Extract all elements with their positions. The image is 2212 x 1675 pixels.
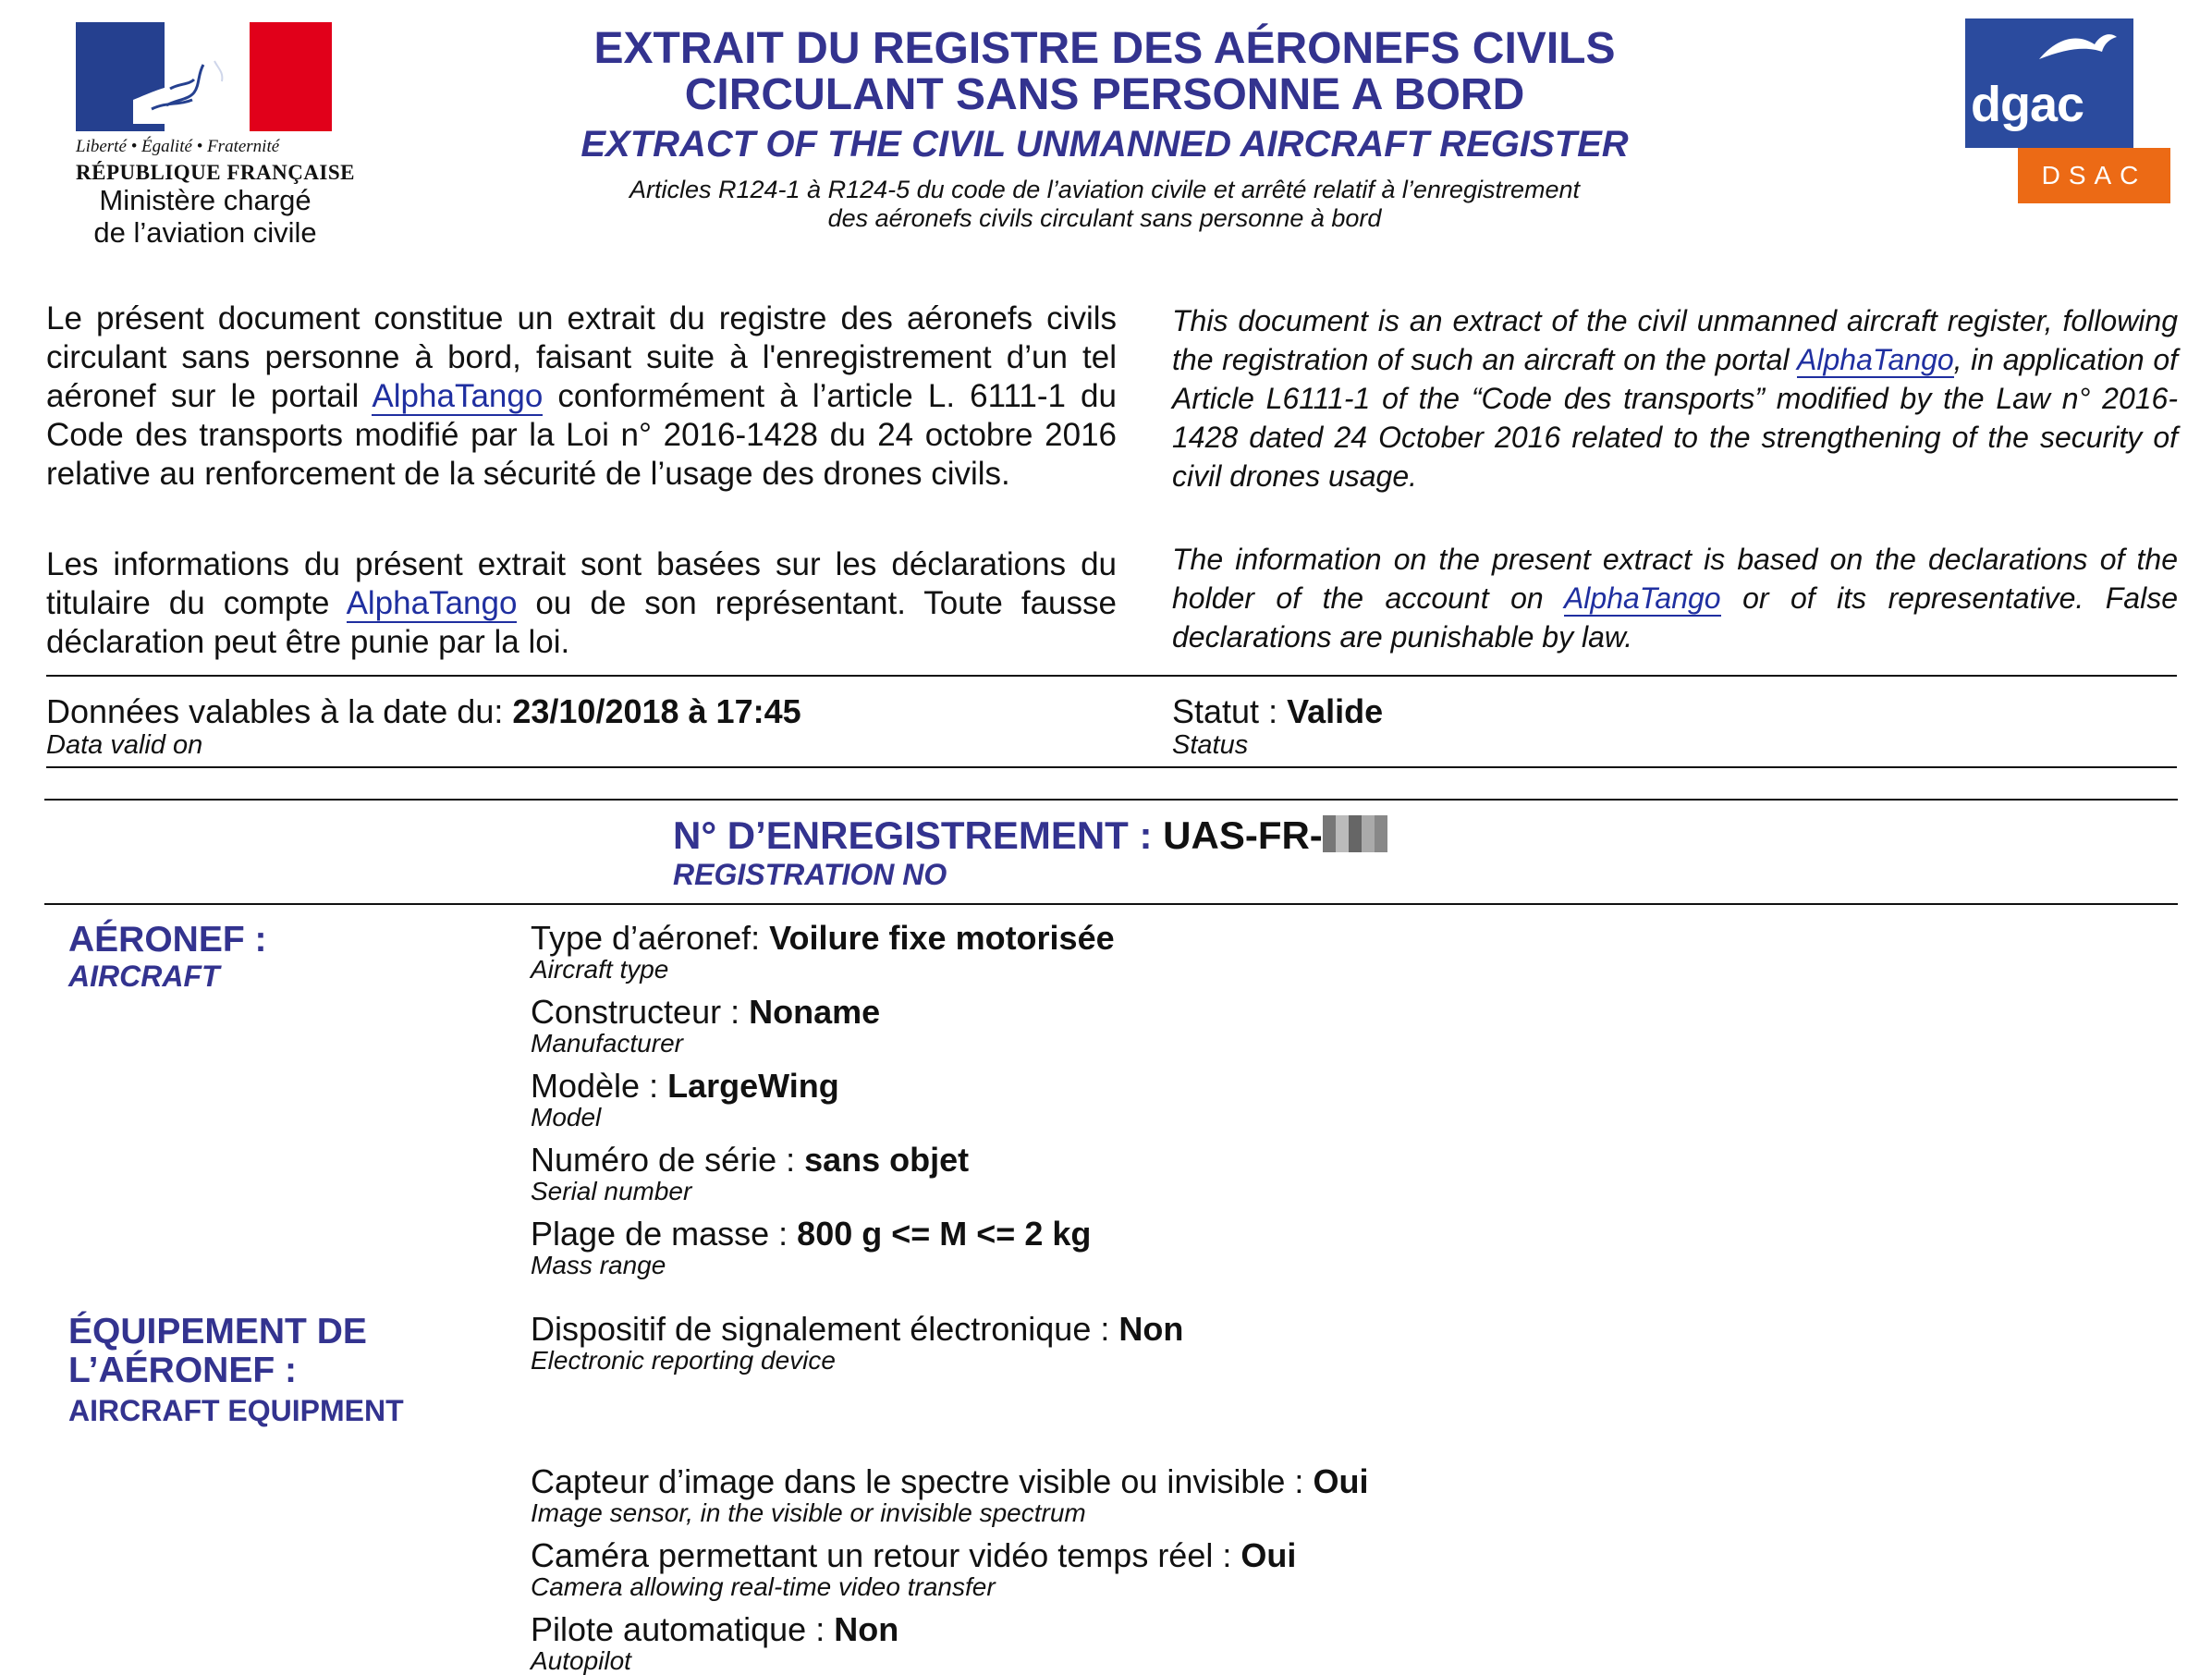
divider: [44, 903, 2178, 905]
redacted-mask: [1323, 815, 1387, 852]
title-fr: EXTRAIT DU REGISTRE DES AÉRONEFS CIVILS CIRCULANT SANS PERSONNE A BORD: [593, 24, 1616, 119]
rf-motto: Liberté • Égalité • Fraternité: [76, 137, 280, 156]
dgac-logo: [1965, 18, 2170, 203]
intro-en-paragraph-1: This document is an extract of the civil unmanned aircraft register, following the registration of such an aircraft on the portal AlphaTango, in application of Article L6111-1 of the “Code des transports” modified by the Law n° 2016-1428 dated 24 October 2016 related to the strengthening of the security of civil drones usage.: [1172, 304, 2179, 493]
french-flag: [76, 22, 332, 131]
alphatango-link[interactable]: AlphaTango: [1563, 581, 1721, 615]
marianne-icon: [115, 28, 299, 129]
divider: [46, 766, 2177, 768]
field-model: Modèle : LargeWing Model: [531, 1067, 839, 1131]
republique-francaise-logo: [76, 22, 356, 185]
field-electronic-reporting-device: Dispositif de signalement électronique : Non Electronic reporting device: [531, 1310, 1184, 1375]
field-autopilot: Pilote automatique : Non Autopilot: [531, 1610, 899, 1675]
status: Statut : Valide Status: [1172, 692, 1384, 760]
bird-icon: [2030, 28, 2122, 74]
intro-en-paragraph-2: The information on the present extract is based on the declarations of the holder of the account on AlphaTango or of its representative. False declarations are punishable by law.: [1172, 543, 2178, 654]
document-title: [518, 26, 1692, 233]
alphatango-link[interactable]: AlphaTango: [372, 378, 544, 414]
intro-fr-paragraph-2: Les informations du présent extrait sont basées sur les déclarations du titulaire du compte AlphaTango ou de son représentant. Toute fausse déclaration peut être punie par la loi.: [46, 546, 1117, 660]
field-serial-number: Numéro de série : sans objet Serial number: [531, 1141, 970, 1205]
dsac-wordmark: DSAC: [2018, 148, 2170, 203]
section-aircraft-equipment: ÉQUIPEMENT DE L’AÉRONEF : AIRCRAFT EQUIPMENT: [68, 1312, 404, 1427]
section-aircraft: AÉRONEF : AIRCRAFT: [68, 920, 267, 993]
title-en: EXTRACT OF THE CIVIL UNMANNED AIRCRAFT REGISTER: [580, 124, 1629, 165]
validity-date: Données valables à la date du: 23/10/2018 à 17:45 Data valid on: [46, 692, 801, 760]
alphatango-link[interactable]: AlphaTango: [1797, 343, 1954, 376]
field-manufacturer: Constructeur : Noname Manufacturer: [531, 993, 881, 1058]
ministry-name: Ministère chargé de l’aviation civile: [93, 184, 317, 249]
alphatango-link[interactable]: AlphaTango: [346, 585, 518, 621]
field-image-sensor: Capteur d’image dans le spectre visible ou invisible : Oui Image sensor, in the visible or invisible spectrum: [531, 1462, 1369, 1527]
rf-name: RÉPUBLIQUE FRANÇAISE: [76, 161, 356, 184]
dgac-wordmark: dgac: [1971, 77, 2084, 132]
status-value: Valide: [1287, 692, 1384, 730]
field-realtime-video-camera: Caméra permettant un retour vidéo temps réel : Oui Camera allowing real-time video transfer: [531, 1536, 1297, 1601]
registration-number: N° D’ENREGISTREMENT : UAS-FR- REGISTRATION NO: [673, 813, 1387, 891]
field-aircraft-type: Type d’aéronef: Voilure fixe motorisée Aircraft type: [531, 919, 1115, 984]
field-mass-range: Plage de masse : 800 g <= M <= 2 kg Mass range: [531, 1215, 1092, 1279]
intro-fr-paragraph-1: Le présent document constitue un extrait du registre des aéronefs civils circulant sans personne à bord, faisant suite à l'enregistrement d’un tel aéronef sur le portail AlphaTango conformément à l’article L. 6111-1 du Code des transports modifié par la Loi n° 2016-1428 du 24 octobre 2016 relative au renforcement de la sécurité de l’usage des drones civils.: [46, 300, 1117, 492]
title-articles: Articles R124-1 à R124-5 du code de l’aviation civile et arrêté relatif à l’enregistrement des aéronefs civils circulant sans personne à bord: [629, 176, 1581, 232]
validity-date-value: 23/10/2018 à 17:45: [512, 692, 801, 730]
divider: [46, 675, 2177, 677]
registration-value: UAS-FR-: [1163, 813, 1323, 857]
divider: [44, 799, 2178, 801]
